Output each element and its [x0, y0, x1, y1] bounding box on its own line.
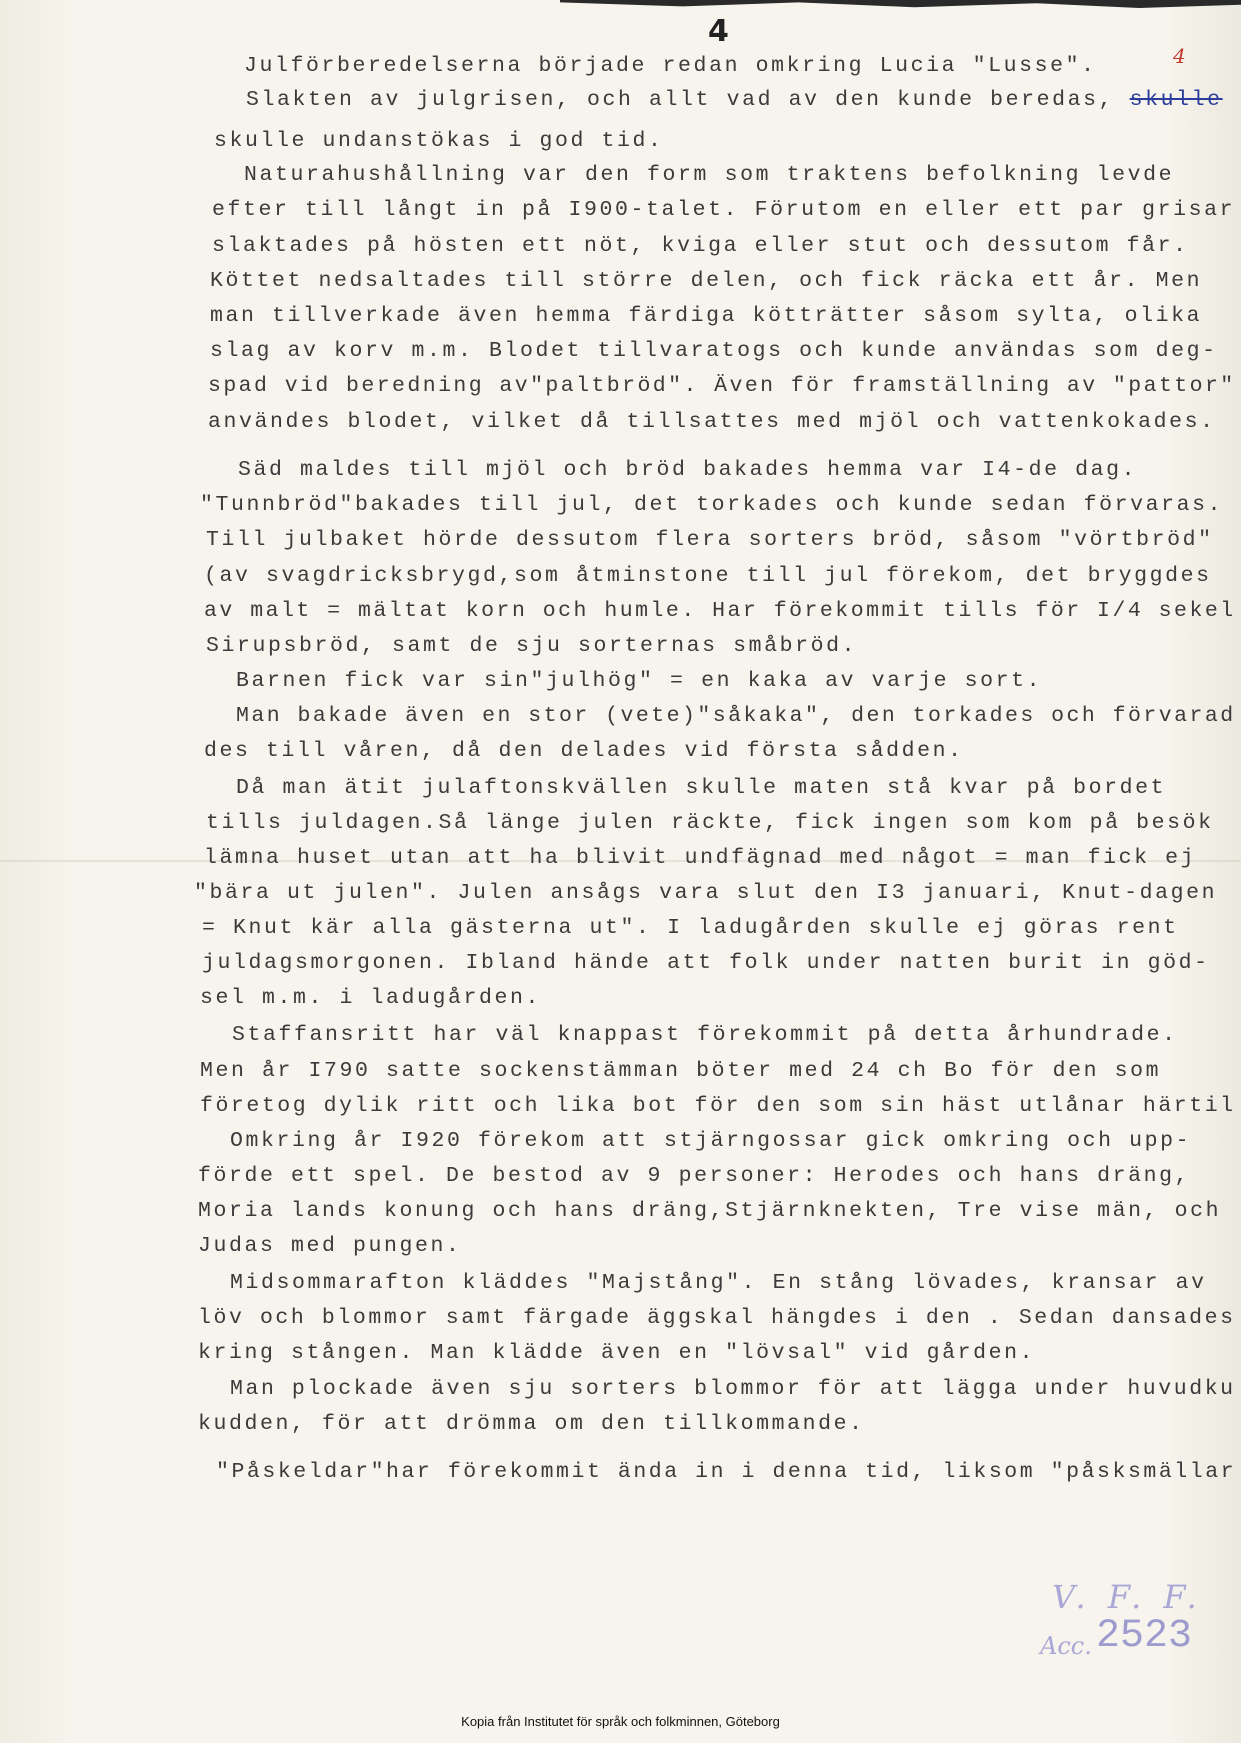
text-line: Men år I790 satte sockenstämman böter med 24 ch Bo för den som: [200, 1059, 1162, 1083]
text-line: kring stången. Man klädde även en "lövsal" vid gården.: [198, 1341, 1036, 1365]
archive-stamp: [1030, 1578, 1220, 1678]
text-line: Judas med pungen.: [198, 1234, 462, 1258]
text-line: Moria lands konung och hans dräng,Stjärnknekten, Tre vise män, och: [198, 1199, 1222, 1223]
text-line: av malt = mältat korn och humle. Har förekommit tills för I/4 sekel: [204, 599, 1236, 623]
text-line: = Knut kär alla gästerna ut". I ladugården skulle ej göras rent: [202, 916, 1179, 940]
text-line: Midsommarafton kläddes "Majstång". En stång lövades, kransar av: [230, 1271, 1207, 1295]
text-line: löv och blommor samt färgade äggskal hängdes i den . Sedan dansades: [198, 1306, 1236, 1330]
text-line: kudden, för att drömma om den tillkommande.: [198, 1412, 865, 1436]
text-line: "bära ut julen". Julen ansågs vara slut den I3 januari, Knut-dagen: [194, 881, 1218, 905]
text-line: sel m.m. i ladugården.: [200, 986, 542, 1010]
text-line: Då man ätit julaftonskvällen skulle maten stå kvar på bordet: [236, 776, 1167, 800]
stamp-initials: V. F. F.: [1052, 1578, 1203, 1616]
stamp-accession-number: 2523: [1096, 1614, 1193, 1659]
text-line: företog dylik ritt och lika bot för den som sin häst utlånar härtil: [200, 1094, 1236, 1118]
text-line: skulle undanstökas i god tid.: [214, 129, 664, 153]
text-line: användes blodet, vilket då tillsattes med mjöl och vattenkokades.: [208, 410, 1216, 434]
text-line: [246, 90, 1223, 112]
text-line: juldagsmorgonen. Ibland hände att folk under natten burit in göd-: [202, 951, 1210, 975]
handwritten-page-mark: 4: [1173, 44, 1186, 68]
text-line: spad vid beredning av"paltbröd". Även för framställning av "pattor": [208, 374, 1236, 398]
text-line: Säd maldes till mjöl och bröd bakades hemma var I4-de dag.: [238, 458, 1138, 482]
text-line: man tillverkade även hemma färdiga kötträtter såsom sylta, olika: [210, 304, 1203, 328]
text-line: Staffansritt har väl knappast förekommit på detta århundrade.: [232, 1023, 1178, 1047]
struck-out-word: skulle: [1129, 88, 1223, 112]
text-line-content: Slakten av julgrisen, och allt vad av den kunde beredas,: [246, 88, 1115, 112]
torn-top-edge: [560, 0, 1241, 8]
copy-footer: Kopia från Institutet för språk och folkminnen, Göteborg: [461, 1714, 780, 1729]
text-line: tills juldagen.Så länge julen räckte, fick ingen som kom på besök: [206, 811, 1214, 835]
text-line: Omkring år I920 förekom att stjärngossar gick omkring och upp-: [230, 1129, 1192, 1153]
text-line: "Tunnbröd"bakades till jul, det torkades och kunde sedan förvaras.: [200, 493, 1224, 517]
text-line: Naturahushållning var den form som traktens befolkning levde: [244, 163, 1175, 187]
text-line: slag av korv m.m. Blodet tillvaratogs och kunde användas som deg-: [210, 339, 1218, 363]
text-line: Julförberedelserna började redan omkring Lucia "Lusse".: [244, 54, 1097, 78]
text-line: (av svagdricksbrygd,som åtminstone till jul förekom, det bryggdes: [204, 564, 1212, 588]
text-line: Man plockade även sju sorters blommor för att lägga under huvudku: [230, 1377, 1236, 1401]
text-line: slaktades på hösten ett nöt, kviga eller stut och dessutom får.: [212, 234, 1189, 258]
text-line: des till våren, då den delades vid första sådden.: [204, 739, 964, 763]
text-line: Köttet nedsaltades till större delen, och fick räcka ett år. Men: [210, 269, 1203, 293]
text-line: efter till långt in på I900-talet. Förutom en eller ett par grisar: [212, 198, 1236, 222]
text-line: lämna huset utan att ha blivit undfägnad med något = man fick ej: [204, 846, 1197, 870]
text-line: Till julbaket hörde dessutom flera sorters bröd, såsom "vörtbröd": [206, 528, 1214, 552]
text-line: Sirupsbröd, samt de sju sorternas småbröd.: [206, 634, 858, 658]
text-line: "Påskeldar"har förekommit ända in i denna tid, liksom "påsksmällar: [216, 1460, 1237, 1484]
text-line: Barnen fick var sin"julhög" = en kaka av varje sort.: [236, 669, 1043, 693]
text-line: förde ett spel. De bestod av 9 personer: Herodes och hans dräng,: [198, 1164, 1191, 1188]
stamp-acc-label: Acc.: [1040, 1632, 1092, 1660]
text-line: Man bakade även en stor (vete)"såkaka", den torkades och förvarad: [236, 704, 1236, 728]
page-number: 4: [708, 14, 729, 49]
